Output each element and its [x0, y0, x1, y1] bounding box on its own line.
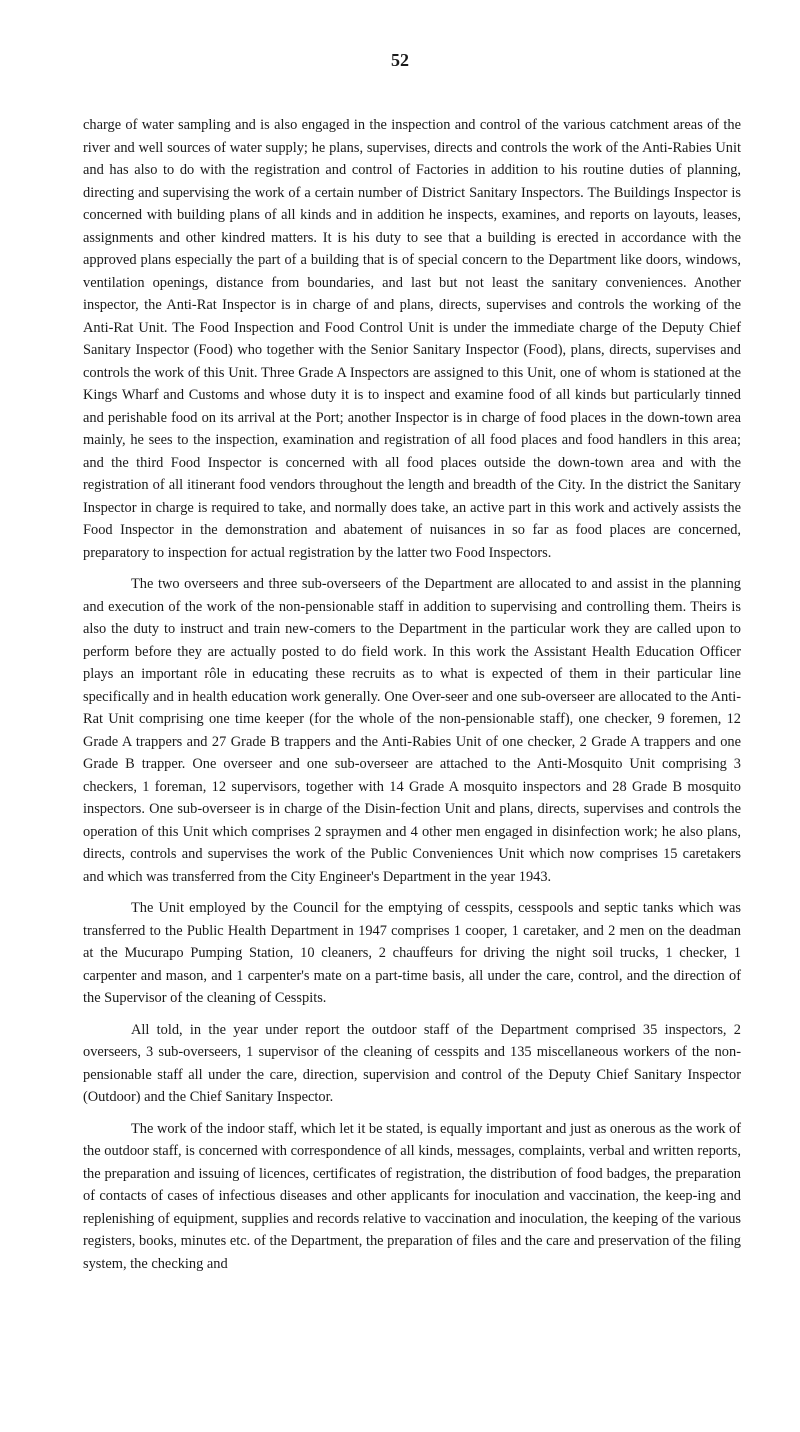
paragraph-continued: charge of water sampling and is also engaged in the inspection and control of the various catchment areas of the river and well sources of water supply; he plans, supervises, directs and controls the work of the Anti-Rabies Unit and has also to do with the registration and control of Factories in addition to his routine duties of planning, directing and supervising the work of a certain number of District Sanitary Inspectors. The Buildings Inspector is concerned with building plans of all kinds and in addition he inspects, examines, and reports on layouts, leases, assignments and other kindred matters. It is his duty to see that a building is erected in accordance with the approved plans especially the part of a building that is of special concern to the Department like doors, windows, ventilation openings, distance from boundaries, and last but not least the sanitary conveniences. Another inspector, the Anti-Rat Inspector is in charge of and plans, directs, supervises and controls the working of the Anti-Rat Unit. The Food Inspection and Food Control Unit is under the immediate charge of the Deputy Chief Sanitary Inspector (Food) who together with the Senior Sanitary Inspector (Food), plans, directs, supervises and controls the work of this Unit. Three Grade A Inspectors are assigned to this Unit, one of whom is stationed at the Kings Wharf and Customs and whose duty it is to inspect and examine food of all kinds but particularly tinned and perishable food on its arrival at the Port; another Inspector is in charge of food places in the down-town area mainly, he sees to the inspection, examination and registration of all food places and food handlers in this area; and the third Food Inspector is concerned with all food places outside the down-town area and with the registration of all itinerant food vendors throughout the length and breadth of the City. In the district the Sanitary Inspector in charge is required to take, and normally does take, an active part in this work and actively assists the Food Inspector in the demonstration and abatement of nuisances in so far as food places are concerned, preparatory to inspection for actual registration by the latter two Food Inspectors. — [83, 117, 741, 561]
paragraph-outdoor-staff-total: All told, in the year under report the outdoor staff of the Department comprised 35 inspectors, 2 overseers, 3 sub-overseers, 1 supervisor of the cleaning of cesspits and 135 miscellaneous workers of the non-pensionable staff all under the care, direction, supervision and control of the Deputy Chief Sanitary Inspector (Outdoor) and the Chief Sanitary Inspector. — [83, 1021, 741, 1105]
body-text — [83, 114, 741, 1284]
page-number: 52 — [391, 50, 409, 70]
paragraph-overseers: The two overseers and three sub-overseers of the Department are allocated to and assist in the planning and execution of the work of the non-pensionable staff in addition to supervising and controlling them. Theirs is also the duty to instruct and train new-comers to the Department in the particular work they are called upon to perform before they are actually posted to do field work. In this work the Assistant Health Education Officer plays an important rôle in educating these recruits as to what is expected of them in their particular line specifically and in health education work generally. One Over-seer and one sub-overseer are allocated to the Anti-Rat Unit comprising one time keeper (for the whole of the non-pensionable staff), one checker, 9 foremen, 12 Grade A trappers and 27 Grade B trappers and the Anti-Rabies Unit of one checker, 2 Grade A trappers and one Grade B trapper. One overseer and one sub-overseer are attached to the Anti-Mosquito Unit comprising 3 checkers, 1 foreman, 12 supervisors, together with 14 Grade A mosquito inspectors and 28 Grade B mosquito inspectors. One sub-overseer is in charge of the Disin-fection Unit and plans, directs, supervises and controls the operation of this Unit which comprises 2 spraymen and 4 other men engaged in disinfection work; he also plans, directs, controls and supervises the work of the Public Conveniences Unit which now comprises 15 caretakers and which was transferred from the City Engineer's Department in the year 1943. — [83, 576, 741, 885]
paragraph-cesspit-unit: The Unit employed by the Council for the emptying of cesspits, cesspools and septic tanks which was transferred to the Public Health Department in 1947 comprises 1 cooper, 1 caretaker, and 2 men on the deadman at the Mucurapo Pumping Station, 10 cleaners, 2 chauffeurs for driving the night soil trucks, 1 checker, 1 carpenter and mason, and 1 carpenter's mate on a part-time basis, all under the care, control, and the direction of the Supervisor of the cleaning of Cesspits. — [83, 900, 741, 1006]
paragraph-indoor-staff: The work of the indoor staff, which let it be stated, is equally important and just as onerous as the work of the outdoor staff, is concerned with correspondence of all kinds, messages, complaints, verbal and written reports, the preparation and issuing of licences, certificates of registration, the distribution of food badges, the preparation of contacts of cases of infectious diseases and other applicants for inoculation and vaccination, the keep-ing and replenishing of equipment, supplies and records relative to vaccination and inoculation, the keeping of the various registers, books, minutes etc. of the Department, the preparation of files and the care and preservation of the filing system, the checking and — [83, 1120, 741, 1272]
